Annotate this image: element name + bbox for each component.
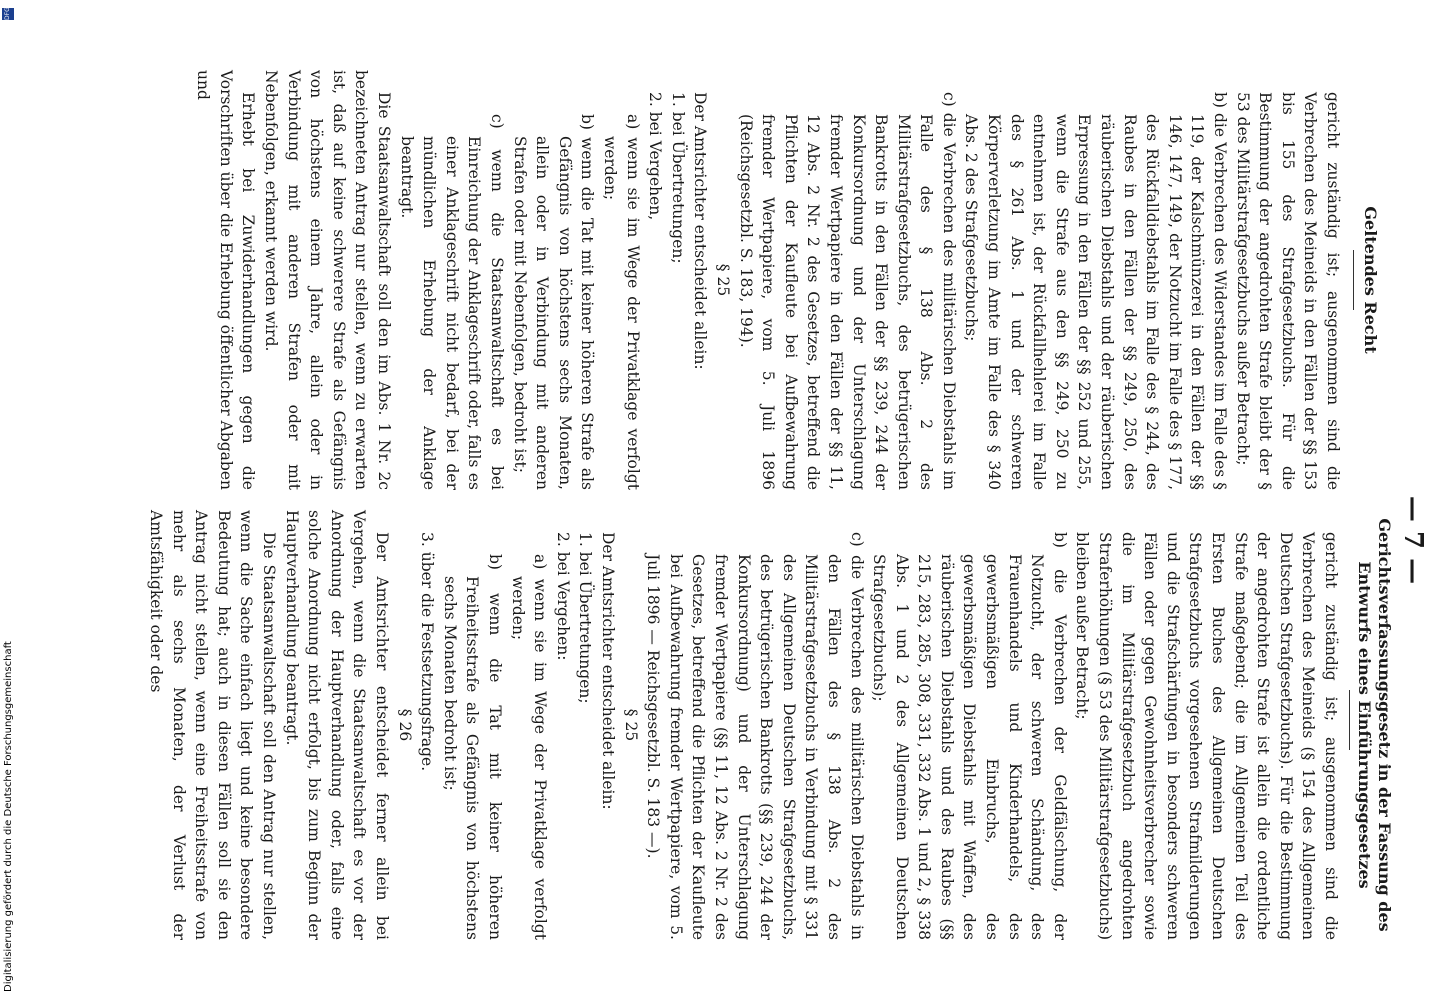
left-decides: Der Amtsrichter entscheidet allein: — [691, 92, 710, 370]
right-n2b: b) wenn die Tat mit keiner höheren Freiheitsstrafe als Gefängnis von höchstens sechs Monaten bedroht ist; — [440, 554, 505, 940]
right-n2a: a) wenn sie im Wege der Privatklage verfolgt werden; — [508, 554, 550, 940]
right-column-text — [145, 510, 1342, 940]
right-n3: 3. über die Festsetzungsfrage. — [418, 532, 437, 772]
left-n2a: a) wenn sie im Wege der Privatklage verfolgt werden; — [601, 114, 642, 490]
left-n1: 1. bei Übertretungen; — [668, 92, 687, 264]
right-para2: Der Amtsrichter entscheidet ferner allein bei Vergehen, wenn die Staatsanwaltschaft es vor der Anordnung der Hauptverhandlung oder, falls eine solche Anordnung nicht erfolgt, bis zum Beginn der Hauptverhandlung beantragt. — [282, 510, 392, 940]
left-n2: 2. bei Vergehen, — [646, 92, 665, 221]
left-item-c: c) die Verbrechen des militärischen Diebstahls im Falle des § 138 Abs. 2 des Militärstrafgesetzbuchs, des betrügerischen Bankrotts in den Fällen der §§ 239, 244 der Konkursordnung und der Unterschlagung fremder Wertpapiere in den Fällen der §§ 11, 12 Abs. 2 Nr. 2 des Gesetzes, betreffend die Pflichten der Kaufleute bei Aufbewahrung fremder Wertpapiere, vom 5. Juli 1896 (Reichsgesetzbl. S. 183, 194). — [736, 92, 958, 490]
right-n1: 1. bei Übertretungen; — [576, 532, 595, 704]
right-n2: 2. bei Vergehen: — [553, 532, 572, 661]
left-column-heading: Geltendes Recht — [1361, 206, 1380, 354]
left-column-rule — [1353, 250, 1354, 310]
left-n2c: c) wenn die Staatsanwaltschaft es bei Einreichung der Anklageschrift oder, falls es einer Anklageschrift nicht bedarf, bei der mündlichen Erhebung der Anklage beantragt. — [397, 114, 507, 490]
page-number: — 7 — — [1398, 495, 1428, 585]
left-item-b: b) die Verbrechen des Widerstandes im Falle des § 119, der Kalschmünzerei in den Fällen der §§ 146, 147, 149, der Notzucht im Falle des § 177, des Rückfalldiebstahls im Falle des § 244, des Raubes in den Fällen der §§ 249, 250, des räuberischen Diebstahls und der räuberischen Erpressung in den Fällen der §§ 252 und 255, wenn die Strafe aus den §§ 249, 250 zu entnehmen ist, der Rückfallhehlerei im Falle des § 261 Abs. 1 und der schweren Körperverletzung im Amte im Falle des § 340 Abs. 2 des Strafgesetzbuchs; — [962, 92, 1230, 490]
right-intro: gericht zuständig ist; ausgenommen sind die Verbrechen des Meineids (§ 154 des Allgemeinen Deutschen Strafgesetzbuchs). Für die Bestimmung der angedrohten Strafe ist allein die ordentliche Strafe maßgebend; die im Allgemeinen Teil des Ersten Buches des Allgemeinen Deutschen Strafgesetzbuchs vorgesehenen Strafmilderungen und die Strafschärfungen in besonders schweren Fällen oder gegen Gewohnheitsverbrecher sowie die im Militärstrafgesetzbuch angedrohten Straferhöhungen (§ 53 des Militärstrafgesetzbuchs) bleiben außer Betracht; — [1073, 532, 1340, 940]
left-para2: Die Staatsanwaltschaft soll den im Abs. 1 Nr. 2c bezeichneten Antrag nur stellen, wenn zu erwarten ist, daß auf keine schwerere Strafe als Gefängnis von höchstens einem Jahre, allein oder in Verbindung mit anderen Strafen oder mit Nebenfolgen, erkannt werden wird. — [262, 70, 394, 490]
right-section-26: § 26 — [395, 708, 414, 742]
right-para3: Die Staatsanwaltschaft soll den Antrag nur stellen, wenn die Sache einfach liegt und keine besondere Bedeutung hat; auch in diesen Fällen soll sie den Antrag nicht stellen, wenn eine Freiheitsstrafe von mehr als sechs Monaten, der Verlust der Amtsfähigkeit oder des — [147, 510, 279, 940]
left-column-text — [192, 70, 1344, 490]
left-para3: Erhebt bei Zuwiderhandlungen gegen die Vorschriften über die Erhebung öffentlicher Abgaben und — [194, 70, 258, 490]
left-n2b: b) wenn die Tat mit keiner höheren Strafe als Gefängnis von höchstens sechs Monaten, allein oder in Verbindung mit anderen Strafen oder mit Nebenfolgen, bedroht ist; — [510, 114, 597, 490]
left-intro: gericht zuständig ist; ausgenommen sind die Verbrechen des Meineids in den Fällen der §§ 153 bis 155 des Strafgesetzbuchs. Für die Bestimmung der angedrohten Strafe bleibt der § 53 des Militärstrafgesetzbuchs außer Betracht; — [1233, 92, 1342, 490]
footer-text: Digitalisierung gefördert durch die Deutsche Forschungsgemeinschaft — [3, 641, 14, 992]
right-item-b: b) die Verbrechen der Geldfälschung, der Notzucht, der schweren Schändung, des Frauenhandels und Kinderhandels, des gewerbsmäßigen Einbruchs, des gewerbsmäßigen Diebstahls mit Waffen, des räuberischen Diebstahls und des Raubes (§§ 215, 283, 285, 308, 331, 332 Abs. 1 und 2, § 338 Abs. 1 und 2 des Allgemeinen Deutschen Strafgesetzbuchs); — [870, 532, 1069, 940]
right-item-c: c) die Verbrechen des militärischen Diebstahls in den Fällen des § 138 Abs. 2 des Militärstrafgesetzbuchs in Verbindung mit § 331 des Allgemeinen Deutschen Strafgesetzbuchs, des betrügerischen Bankrotts (§§ 239, 244 der Konkursordnung) und der Unterschlagung fremder Wertpapiere (§§ 11, 12 Abs. 2 Nr. 2 des Gesetzes, betreffend die Pflichten der Kaufleute bei Aufbewahrung fremder Wertpapiere, vom 5. Juli 1896 — Reichsgesetzbl. S. 183 —). — [644, 532, 866, 940]
right-decides: Der Amtsrichter entscheidet allein: — [599, 532, 617, 810]
right-column-heading: Gerichtsverfassungsgesetz in der Fassung des Entwurfs eines Einführungsgesetzes — [1355, 518, 1394, 932]
right-section-25: § 25 — [621, 708, 640, 742]
right-column-rule — [1349, 690, 1350, 750]
left-section-25: § 25 — [713, 263, 732, 297]
digitization-footer — [0, 0, 18, 1000]
dfg-logo-icon: DFG — [2, 8, 14, 20]
